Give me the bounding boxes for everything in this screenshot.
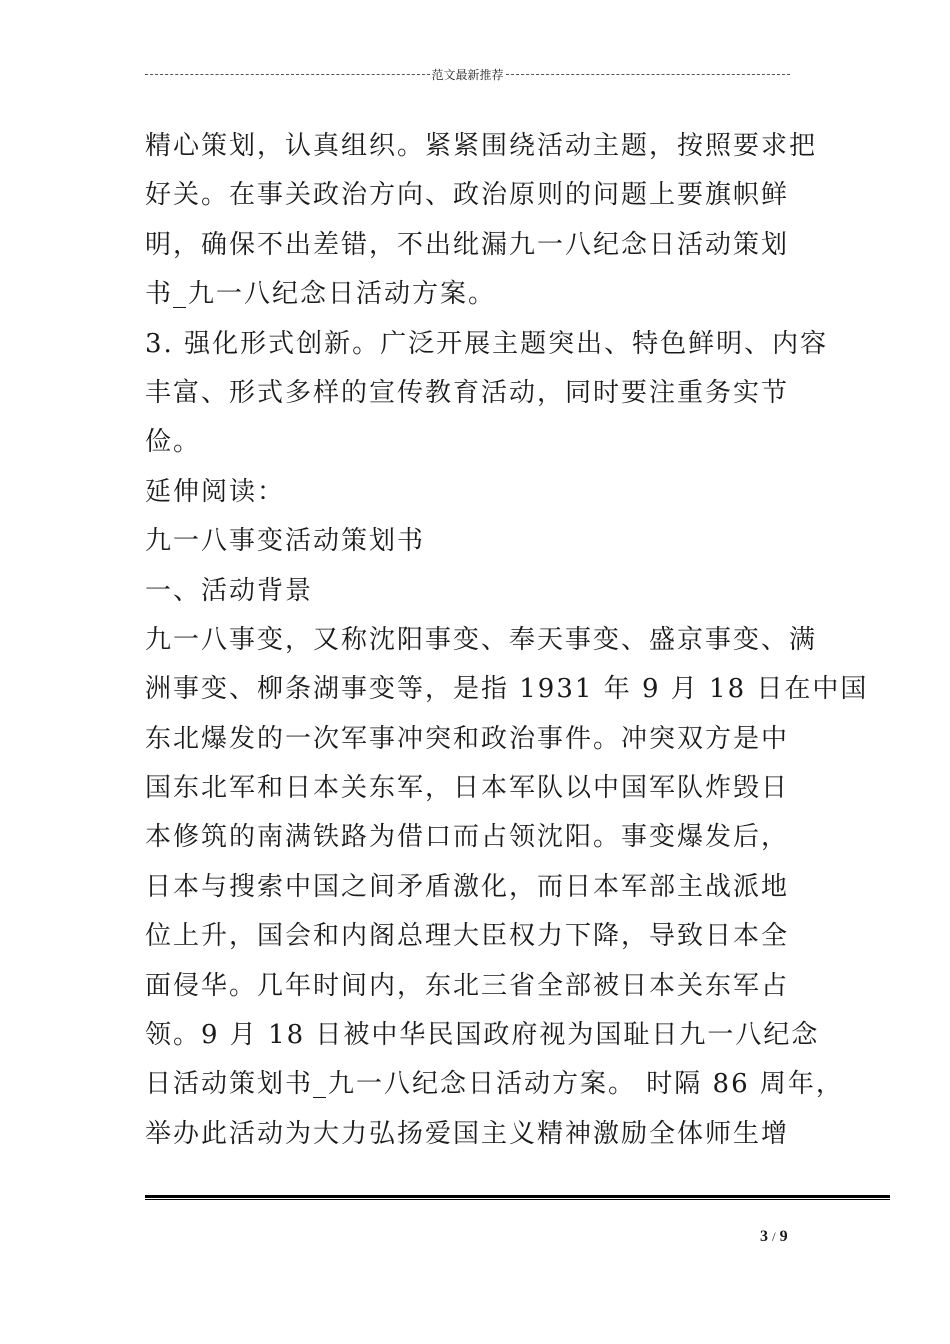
header-rule-left [145, 74, 430, 75]
text-line: 东北爆发的一次军事冲突和政治事件。冲突双方是中 [145, 723, 790, 754]
text-line: 日活动策划书_九一八纪念日活动方案。 时隔 86 周年， [145, 1069, 844, 1100]
text-line: 举办此活动为大力弘扬爱国主义精神激励全体师生增 [145, 1118, 790, 1149]
text-line: 精心策划，认真组织。紧紧围绕活动主题，按照要求把 [145, 131, 818, 161]
text-line: 延伸阅读： [145, 476, 286, 507]
text-line: 本修筑的南满铁路为借口而占领沈阳。事变爆发后， [145, 822, 790, 853]
text-line: 九一八事变，又称沈阳事变、奉天事变、盛京事变、满 [145, 624, 818, 655]
page-number [760, 1228, 788, 1246]
text-line: 位上升，国会和内阁总理大臣权力下降，导致日本全 [145, 921, 790, 952]
text-line: 俭。 [145, 427, 202, 458]
text-line: 面侵华。几年时间内，东北三省全部被日本关东军占 [145, 970, 790, 1001]
text-line: 九一八事变活动策划书 [145, 526, 426, 557]
page-total: 9 [779, 1228, 788, 1245]
page-header [145, 66, 790, 83]
text-line: 洲事变、柳条湖事变等，是指 1931 年 9 月 18 日在中国 [145, 674, 869, 705]
page-current: 3 [760, 1228, 768, 1245]
text-line: 国东北军和日本关东军，日本军队以中国军队炸毁日 [145, 773, 790, 804]
text-line: 书_九一八纪念日活动方案。 [145, 279, 497, 310]
text-line: 明，确保不出差错，不出纰漏九一八纪念日活动策划 [145, 229, 790, 260]
text-line: 领。9 月 18 日被中华民国政府视为国耻日九一八纪念 [145, 1020, 820, 1051]
page-separator: / [772, 1229, 776, 1244]
footer-rule [145, 1195, 890, 1200]
text-line: 3. 强化形式创新。广泛开展主题突出、特色鲜明、内容 [145, 328, 829, 359]
header-title: 范文最新推荐 [431, 68, 504, 82]
document-body [145, 122, 869, 1159]
text-line: 日本与搜索中国之间矛盾激化，而日本军部主战派地 [145, 871, 790, 902]
text-line: 一、活动背景 [145, 575, 314, 606]
header-rule-right [506, 74, 791, 75]
text-line: 好关。在事关政治方向、政治原则的问题上要旗帜鲜 [145, 180, 790, 211]
text-line: 丰富、形式多样的宣传教育活动，同时要注重务实节 [145, 377, 790, 408]
